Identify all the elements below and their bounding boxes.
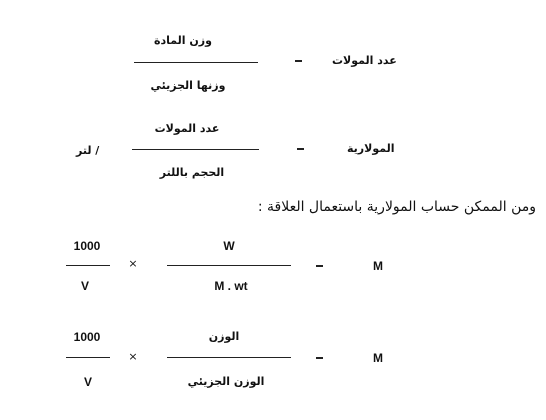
eq2-lhs: المولارية — [347, 142, 395, 155]
eq2-fraction-bar — [132, 149, 259, 150]
eq4-equals-sign — [316, 357, 323, 359]
eq4-times-sign: × — [128, 350, 138, 363]
eq2-equals-sign — [297, 148, 304, 150]
eq3-equals-sign — [316, 265, 323, 267]
eq4-factor-bar — [66, 357, 110, 358]
eq1-fraction-bar — [134, 62, 258, 63]
eq4-denominator: الوزن الجزيئي — [187, 375, 265, 388]
eq3-numerator: W — [223, 239, 235, 253]
eq3-lhs: M — [373, 259, 383, 273]
eq1-denominator: وزنها الجزيئي — [150, 79, 226, 92]
eq3-denominator: M . wt — [214, 279, 248, 293]
eq1-lhs: عدد المولات — [332, 54, 397, 67]
eq3-fraction-bar — [167, 265, 291, 266]
eq3-times-sign: × — [128, 257, 138, 270]
eq3-factor-denominator: V — [80, 279, 90, 293]
eq4-factor-denominator: V — [83, 375, 93, 389]
eq4-factor-numerator: 1000 — [73, 330, 101, 344]
eq1-numerator: وزن المادة — [154, 34, 212, 47]
eq1-equals-sign — [295, 60, 302, 62]
eq4-fraction-bar — [167, 357, 291, 358]
eq2-unit: / لتر — [76, 144, 100, 157]
eq3-factor-numerator: 1000 — [73, 239, 101, 253]
eq2-numerator: عدد المولات — [154, 122, 220, 135]
eq4-lhs: M — [373, 351, 383, 365]
eq2-denominator: الحجم باللتر — [159, 166, 225, 179]
relation-sentence: ومن الممكن حساب المولارية باستعمال العلاقة : — [257, 199, 536, 215]
eq3-factor-bar — [66, 265, 110, 266]
eq4-numerator: الوزن — [208, 330, 240, 343]
